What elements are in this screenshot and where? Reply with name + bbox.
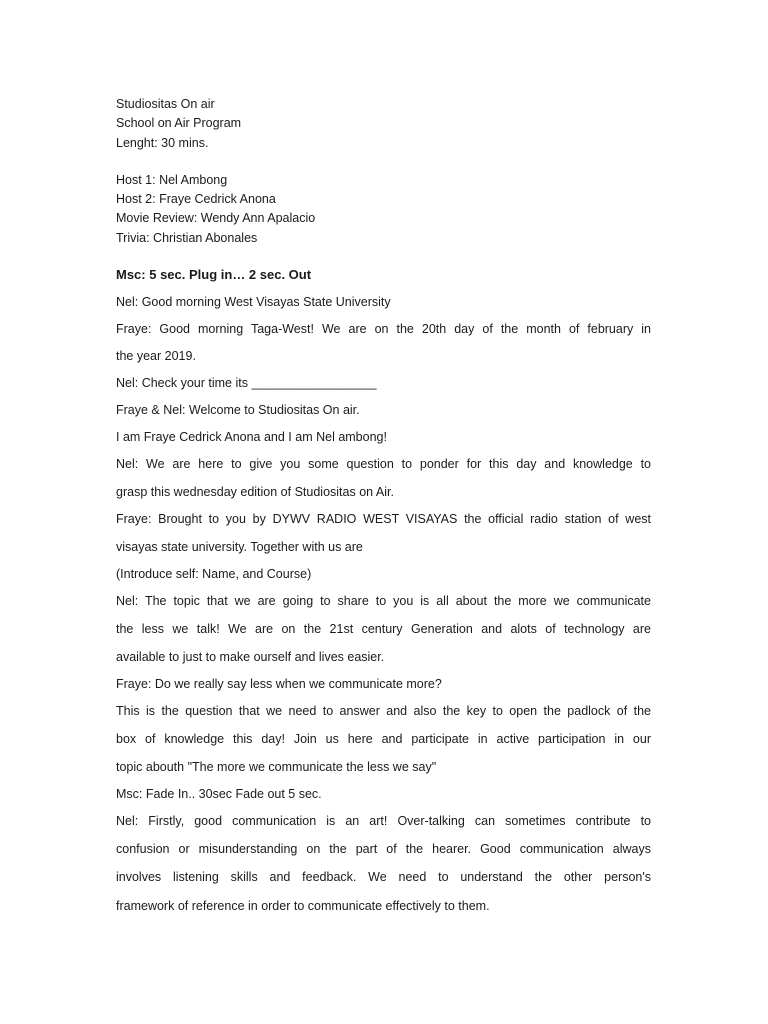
script-line: confusion or misunderstanding on the part of the hearer. Good communication always bbox=[116, 842, 651, 856]
script-line: Nel: The topic that we are going to share to you is all about the more we communicate bbox=[116, 594, 651, 608]
script-line: Fraye & Nel: Welcome to Studiositas On air. bbox=[116, 403, 360, 417]
script-line: I am Fraye Cedrick Anona and I am Nel ambong! bbox=[116, 430, 387, 444]
script-line: Nel: Firstly, good communication is an art! Over-talking can sometimes contribute to bbox=[116, 814, 651, 828]
script-line: Fraye: Do we really say less when we communicate more? bbox=[116, 677, 442, 691]
script-line: topic abouth "The more we communicate the less we say" bbox=[116, 760, 437, 774]
script-line: This is the question that we need to answer and also the key to open the padlock of the bbox=[116, 704, 651, 718]
music-cue-line: Msc: Fade In.. 30sec Fade out 5 sec. bbox=[116, 787, 322, 801]
script-line: framework of reference in order to communicate effectively to them. bbox=[116, 899, 490, 913]
credit-line: Host 1: Nel Ambong bbox=[116, 173, 228, 187]
script-line: Nel: We are here to give you some question to ponder for this day and knowledge to bbox=[116, 457, 651, 471]
credit-line: Host 2: Fraye Cedrick Anona bbox=[116, 192, 276, 206]
script-line: Fraye: Good morning Taga-West! We are on the 20th day of the month of february in bbox=[116, 322, 651, 336]
credit-line: Trivia: Christian Abonales bbox=[116, 231, 258, 245]
script-line: the less we talk! We are on the 21st century Generation and alots of technology are bbox=[116, 622, 651, 636]
script-line: the year 2019. bbox=[116, 349, 196, 363]
doc-title: Studiositas On air bbox=[116, 97, 215, 111]
credit-line: Movie Review: Wendy Ann Apalacio bbox=[116, 211, 316, 225]
program-length: Lenght: 30 mins. bbox=[116, 136, 209, 150]
program-name: School on Air Program bbox=[116, 116, 242, 130]
script-line: available to just to make ourself and lives easier. bbox=[116, 650, 385, 664]
script-line: grasp this wednesday edition of Studiositas on Air. bbox=[116, 485, 394, 499]
script-line: visayas state university. Together with us are bbox=[116, 540, 363, 554]
script-line: Fraye: Brought to you by DYWV RADIO WEST VISAYAS the official radio station of west bbox=[116, 512, 651, 526]
script-line: box of knowledge this day! Join us here and participate in active participation in our bbox=[116, 732, 651, 746]
script-line: Nel: Good morning West Visayas State University bbox=[116, 295, 391, 309]
script-line: (Introduce self: Name, and Course) bbox=[116, 567, 312, 581]
music-cue-heading: Msc: 5 sec. Plug in… 2 sec. Out bbox=[116, 267, 312, 282]
script-line: involves listening skills and feedback. We need to understand the other person's bbox=[116, 870, 651, 884]
script-line: Nel: Check your time its __________________ bbox=[116, 376, 377, 390]
